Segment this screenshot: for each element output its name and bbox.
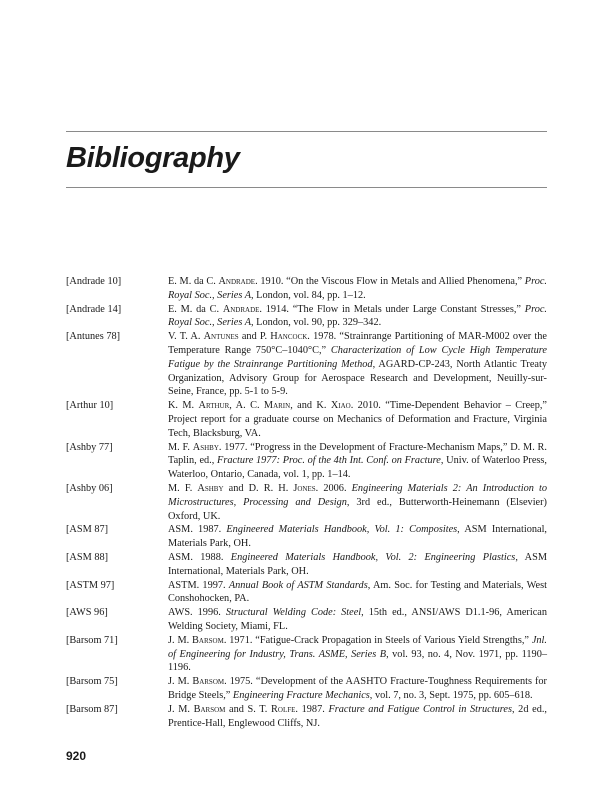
citation-fragment: , London, vol. 90, pp. 329–342. <box>251 317 382 329</box>
citation-key: [Barsom 71] <box>66 634 118 646</box>
citation-fragment: and D. R. H. <box>223 482 294 494</box>
citation-fragment: . 2010. “Time-Dependent Behavior – Creep,” Project report for a graduate course on Mechanics of Deformation and Fracture, Virginia Tech, Blacksburg, VA. <box>168 400 547 439</box>
citation-text <box>168 275 547 303</box>
citation-text <box>168 634 547 675</box>
citation-title-italic: Characterization of Low Cycle High Temperature Fatigue by the Strainrange Partitioning Method <box>168 344 547 370</box>
bib-entry <box>66 523 547 551</box>
bottom-rule <box>66 187 547 188</box>
citation-title-italic: Proc. Royal Soc., Series A <box>168 303 547 329</box>
citation-fragment: , London, vol. 84, pp. 1–12. <box>251 289 366 301</box>
bib-entry <box>66 441 547 482</box>
page-title: Bibliography <box>66 142 240 174</box>
author-name: Hancock <box>270 331 308 343</box>
bib-entry <box>66 330 547 399</box>
citation-key: [ASM 87] <box>66 524 109 536</box>
citation-key: [Barsom 87] <box>66 703 118 715</box>
author-name: Barsom <box>192 634 224 646</box>
citation-key: [ASM 88] <box>66 551 109 563</box>
citation-fragment: , AGARD-CP-243, North Atlantic Treaty Organization, Advisory Group for Aerospace Research and Development, Neuilly-sur-Seine, France, pp. 5-1 to 5-9. <box>168 358 547 398</box>
bib-entry <box>66 399 547 440</box>
citation-fragment: . 1910. “On the Viscous Flow in Metals and Allied Phenomena,” <box>255 276 525 287</box>
citation-title-italic: Fracture 1977: Proc. of the 4th Int. Conf. on Fracture <box>217 455 441 467</box>
author-name: Barsom <box>192 676 225 688</box>
citation-key: [Antunes 78] <box>66 331 121 343</box>
author-name: Barsom <box>193 703 226 715</box>
citation-text <box>168 303 547 331</box>
bib-entry <box>66 275 547 303</box>
citation-fragment: M. F. <box>168 482 198 494</box>
citation-text <box>168 675 547 703</box>
citation-fragment: . 1977. “Progress in the Development of Fracture-Mechanism Maps,” D. M. R. Taplin, ed., <box>168 441 548 467</box>
citation-fragment: , vol. 7, no. 3, Sept. 1975, pp. 605–618. <box>369 689 533 701</box>
citation-title-italic: Engineered Materials Handbook, Vol. 1: Composites <box>226 524 458 536</box>
citation-title-italic: Engineering Materials 2: An Introduction to Microstructures, Processing and Design <box>168 482 548 508</box>
citation-fragment: , ASM International, Materials Park, OH. <box>168 551 547 577</box>
bib-entry <box>66 579 547 607</box>
bib-entry <box>66 675 547 703</box>
author-name: Xiao <box>330 400 351 412</box>
citation-fragment: , 3rd ed., Butterworth-Heinemann (Elsevier) Oxford, UK. <box>168 496 547 522</box>
citation-fragment: M. F. <box>168 441 193 453</box>
author-name: Ashby <box>192 441 219 453</box>
citation-fragment: , A. C. <box>229 400 264 412</box>
citation-key: [Ashby 77] <box>66 441 113 453</box>
citation-key: [Andrade 10] <box>66 276 122 287</box>
citation-fragment: , ASM International, Materials Park, OH. <box>168 524 548 550</box>
citation-text <box>168 399 547 440</box>
citation-title-italic: Structural Welding Code: Steel <box>225 607 362 619</box>
citation-text <box>168 606 547 634</box>
author-name: Rolfe <box>271 703 296 715</box>
citation-text <box>168 579 547 607</box>
top-rule <box>66 131 547 132</box>
citation-fragment: , vol. 93, no. 4, Nov. 1971, pp. 1190–1196. <box>168 648 547 674</box>
citation-fragment: J. M. <box>168 676 193 688</box>
citation-fragment: . 1987. <box>295 703 329 715</box>
author-name: Marin <box>263 400 291 412</box>
citation-text <box>168 482 547 523</box>
citation-fragment: K. M. <box>168 400 199 412</box>
citation-title-italic: Proc. Royal Soc., Series A <box>168 276 548 301</box>
citation-title-italic: Fracture and Fatigue Control in Structures <box>328 703 512 715</box>
citation-fragment: , 15th ed., ANSI/AWS D1.1-96, American Welding Society, Miami, FL. <box>168 607 547 632</box>
citation-fragment: V. T. A. <box>168 331 204 343</box>
bib-entry <box>66 703 547 731</box>
citation-fragment: , and K. <box>290 400 331 412</box>
citation-fragment: J. M. <box>168 703 194 715</box>
author-name: Andrade <box>218 276 256 287</box>
citation-fragment: . 1971. “Fatigue-Crack Propagation in Steels of Various Yield Strengths,” <box>223 634 532 646</box>
citation-fragment: ASTM. 1997. <box>168 579 229 591</box>
citation-key: [Barsom 75] <box>66 676 118 688</box>
bib-entry <box>66 551 547 579</box>
page-number: 920 <box>66 749 87 763</box>
citation-key: [AWS 96] <box>66 607 108 619</box>
citation-text <box>168 703 547 731</box>
citation-fragment: . 1914. “The Flow in Metals under Large Constant Stresses,” <box>259 303 525 315</box>
bib-entry <box>66 606 547 634</box>
author-name: Antunes <box>203 331 239 343</box>
citation-text <box>168 523 547 551</box>
bibliography-list <box>66 275 547 730</box>
author-name: Jones <box>293 482 316 494</box>
citation-text <box>168 441 547 482</box>
citation-fragment: , 2d ed., Prentice-Hall, Englewood Cliffs, NJ. <box>168 703 547 729</box>
citation-fragment: J. M. <box>168 634 193 646</box>
citation-fragment: AWS. 1996. <box>168 607 226 619</box>
citation-fragment: and S. T. <box>225 703 272 715</box>
citation-fragment: , Univ. of Waterloo Press, Waterloo, Ontario, Canada, vol. 1, pp. 1–14. <box>168 455 548 481</box>
author-name: Arthur <box>198 400 230 412</box>
citation-title-italic: Engineered Materials Handbook, Vol. 2: Engineering Plastics <box>230 551 516 563</box>
citation-fragment: . 1978. “Strainrange Partitioning of MAR-M002 over the Temperature Range 750°C–1040°C,” <box>168 331 547 356</box>
citation-fragment: ASM. 1988. <box>168 551 231 563</box>
bib-entry <box>66 482 547 523</box>
citation-text <box>168 330 547 399</box>
citation-key: [Ashby 06] <box>66 482 113 494</box>
citation-title-italic: Engineering Fracture Mechanics <box>232 689 370 701</box>
citation-fragment: and P. <box>238 331 271 343</box>
bib-entry <box>66 634 547 675</box>
citation-fragment: E. M. da C. <box>168 276 219 287</box>
citation-fragment: E. M. da C. <box>168 303 223 315</box>
citation-fragment: , Am. Soc. for Testing and Materials, West Conshohocken, PA. <box>168 579 547 605</box>
citation-fragment: . 2006. <box>315 482 352 494</box>
citation-key: [Arthur 10] <box>66 400 114 412</box>
citation-text <box>168 551 547 579</box>
citation-fragment: . 1975. “Development of the AASHTO Fracture-Toughness Requirements for Bridge Steels,” <box>168 676 547 701</box>
citation-key: [Andrade 14] <box>66 303 122 315</box>
citation-fragment: ASM. 1987. <box>168 524 227 536</box>
citation-title-italic: Annual Book of ASTM Standards <box>228 579 368 591</box>
author-name: Ashby <box>197 482 224 494</box>
citation-title-italic: Jnl. of Engineering for Industry, Trans. ASME, Series B <box>168 634 547 660</box>
author-name: Andrade <box>222 303 260 315</box>
citation-key: [ASTM 97] <box>66 579 115 591</box>
bib-entry <box>66 303 547 331</box>
